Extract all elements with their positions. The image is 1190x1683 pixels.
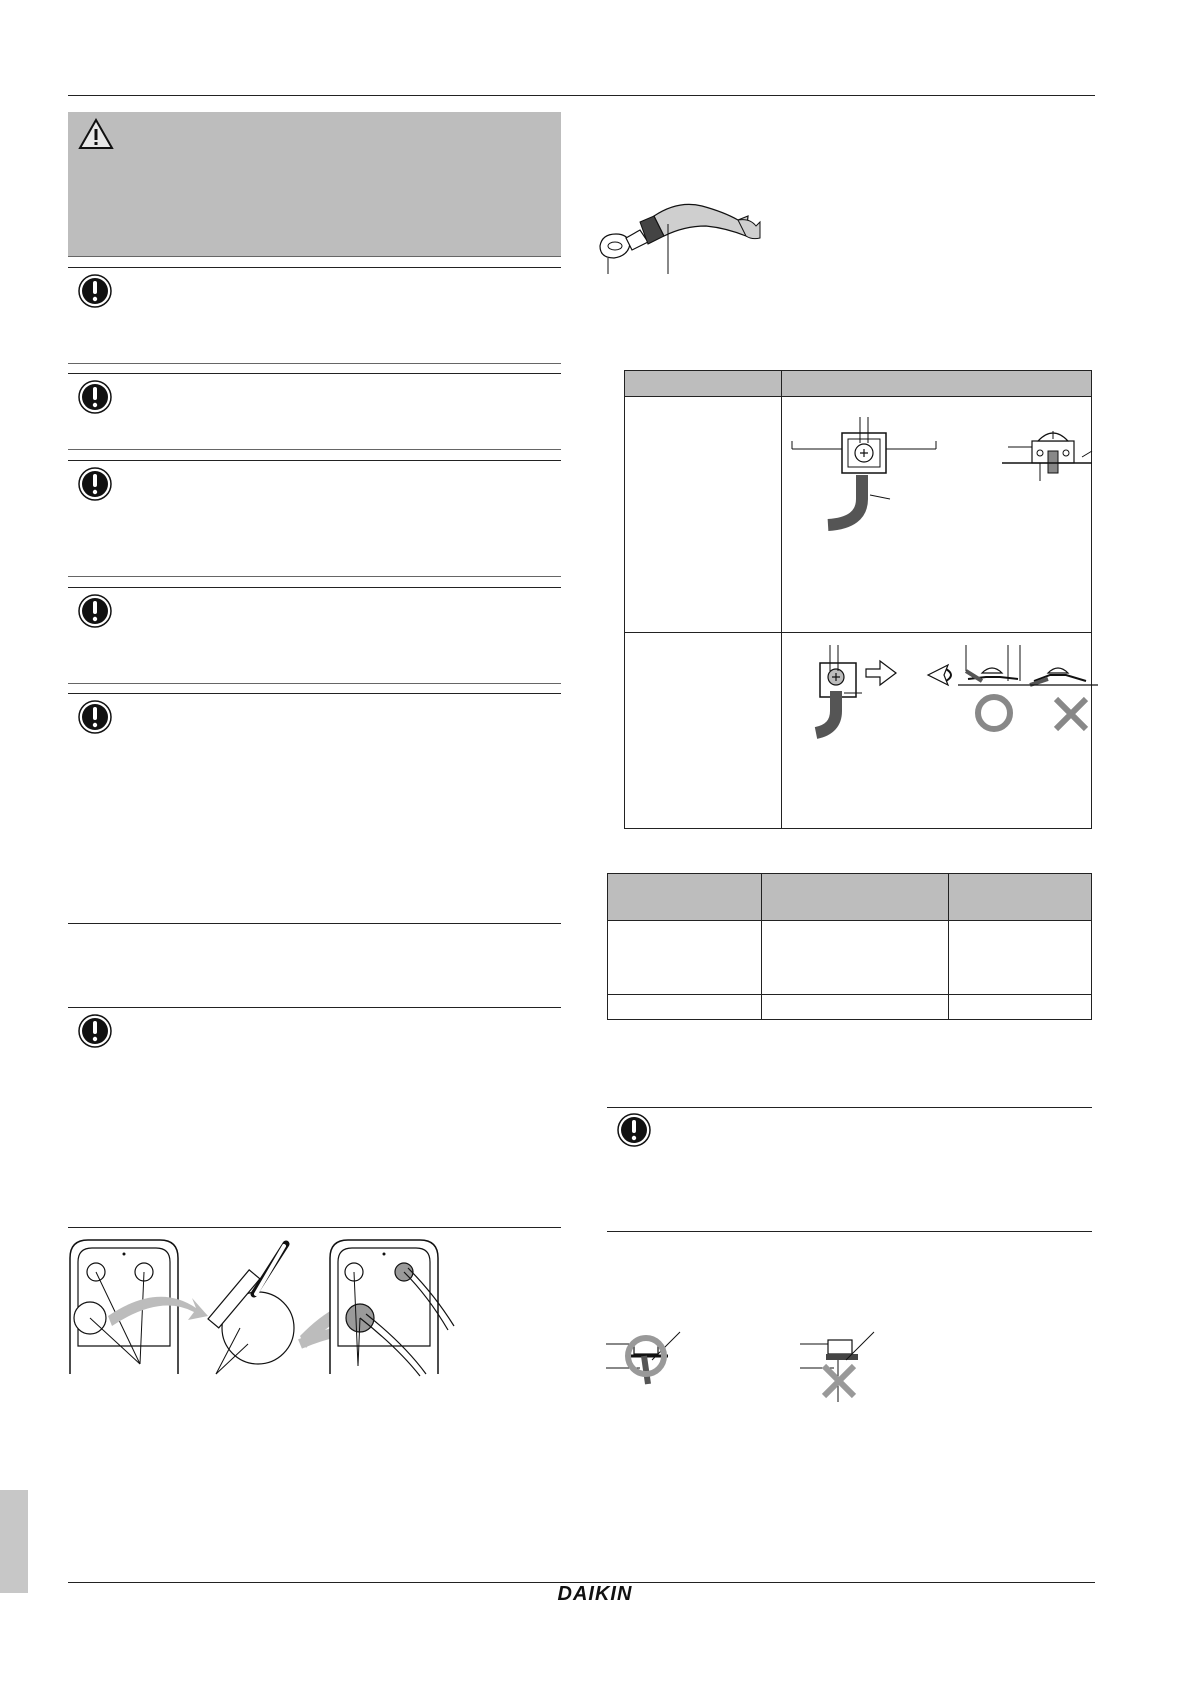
notice-divider-3 bbox=[68, 576, 561, 577]
table-header-cell bbox=[762, 874, 949, 921]
table-cell-diagram bbox=[782, 397, 1092, 633]
section-divider bbox=[68, 923, 561, 924]
exclamation-circle-icon bbox=[78, 700, 112, 734]
table-cell bbox=[949, 921, 1092, 995]
exclamation-circle-icon bbox=[78, 467, 112, 501]
notice-divider-4 bbox=[68, 683, 561, 684]
notice-divider-6 bbox=[68, 1227, 561, 1228]
table-cell bbox=[608, 921, 762, 995]
notice-divider-1 bbox=[68, 363, 561, 364]
notice-block-6 bbox=[68, 1007, 561, 1228]
ring-terminal-illustration bbox=[598, 196, 768, 274]
notice-block-4 bbox=[68, 587, 561, 684]
table-cell bbox=[608, 995, 762, 1020]
notice-block-1 bbox=[68, 267, 561, 364]
knockout-hole-illustration bbox=[68, 1236, 488, 1378]
earth-wire-incorrect-diagram bbox=[798, 1328, 886, 1404]
table-header-cell bbox=[782, 371, 1092, 397]
exclamation-circle-icon bbox=[78, 1014, 112, 1048]
table-header-cell bbox=[949, 874, 1092, 921]
warning-triangle-icon bbox=[78, 118, 114, 150]
table-cell bbox=[625, 397, 782, 633]
notice-divider-2 bbox=[68, 449, 561, 450]
table-cell-diagram bbox=[782, 633, 1092, 829]
table-cell bbox=[949, 995, 1092, 1020]
table-cell bbox=[762, 995, 949, 1020]
table-header-cell bbox=[608, 874, 762, 921]
exclamation-circle-icon bbox=[617, 1113, 651, 1147]
table-header-cell bbox=[625, 371, 782, 397]
single-wire-connection-diagram bbox=[786, 407, 1096, 537]
footer-brand-logo: DAIKIN bbox=[557, 1583, 633, 1605]
two-wire-connection-diagram bbox=[786, 641, 1102, 741]
right-notice-top-rule bbox=[607, 1107, 1092, 1108]
notice-block-2 bbox=[68, 373, 561, 450]
earth-wire-correct-diagram bbox=[604, 1328, 692, 1396]
notice-block-3 bbox=[68, 460, 561, 577]
header-rule bbox=[68, 95, 1095, 96]
table-cell bbox=[625, 633, 782, 829]
chapter-side-tab bbox=[0, 1490, 28, 1593]
warning-divider bbox=[68, 256, 561, 257]
exclamation-circle-icon bbox=[78, 594, 112, 628]
right-notice-bottom-rule bbox=[607, 1231, 1092, 1232]
torque-table bbox=[607, 873, 1092, 1020]
table-cell bbox=[762, 921, 949, 995]
wiring-method-table bbox=[624, 370, 1092, 829]
notice-block-5 bbox=[68, 693, 561, 924]
exclamation-circle-icon bbox=[78, 380, 112, 414]
exclamation-circle-icon bbox=[78, 274, 112, 308]
warning-box bbox=[68, 112, 561, 256]
